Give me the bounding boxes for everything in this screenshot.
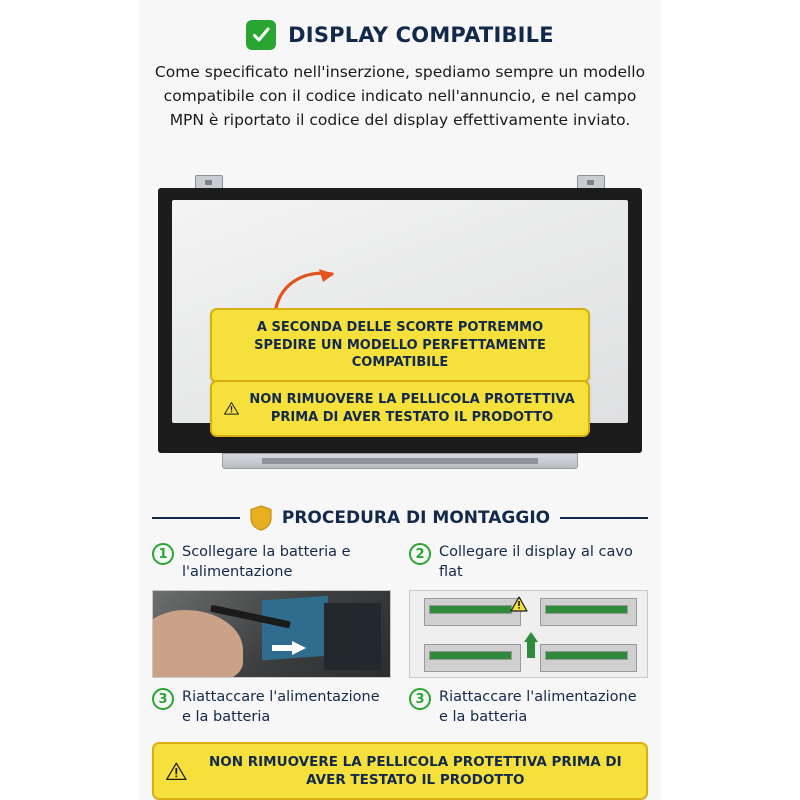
listing-sheet bbox=[139, 0, 661, 800]
step-item bbox=[152, 543, 391, 582]
display-panel-illustration bbox=[152, 172, 648, 482]
intro-paragraph: Come specificato nell'inserzione, spediamo sempre un modello compatibile con il codice indicato nell'annuncio, e nel campo MPN è riportato il codice del display effettivamente inviato. bbox=[154, 63, 646, 130]
flat-cable-bottom-left bbox=[429, 651, 512, 660]
step-text: Collegare il display al cavo flat bbox=[439, 544, 633, 580]
panel-frame bbox=[158, 188, 642, 453]
header bbox=[139, 20, 661, 50]
procedure-header bbox=[152, 505, 648, 531]
step-text: Riattaccare l'alimentazione e la batteria bbox=[439, 689, 637, 725]
callout-compatible-model: A SECONDA DELLE SCORTE POTREMMO SPEDIRE UN MODELLO PERFETTAMENTE COMPATIBILE bbox=[210, 308, 590, 383]
step-number-badge: 3 bbox=[409, 688, 431, 710]
step-item bbox=[409, 543, 648, 582]
arrow-up-icon bbox=[524, 632, 538, 658]
callout-protective-film bbox=[210, 380, 590, 437]
step-number-badge: 3 bbox=[152, 688, 174, 710]
bottom-warning-banner bbox=[152, 742, 648, 800]
battery-shape bbox=[324, 603, 381, 670]
warning-triangle-icon bbox=[166, 758, 187, 785]
step-number-badge: 2 bbox=[409, 543, 431, 565]
photo-connect-flat-cable bbox=[409, 590, 648, 678]
callout-protective-film-text: NON RIMUOVERE LA PELLICOLA PROTETTIVA PRIMA DI AVER TESTATO IL PRODOTTO bbox=[249, 392, 575, 425]
page-title: DISPLAY COMPATIBILE bbox=[288, 23, 554, 47]
hand-shape bbox=[152, 610, 243, 678]
flat-cable-bottom-right bbox=[545, 651, 628, 660]
photo-disconnect-battery bbox=[152, 590, 391, 678]
step-text: Scollegare la batteria e l'alimentazione bbox=[182, 544, 351, 580]
flat-cable-top-left bbox=[429, 605, 512, 614]
step-item bbox=[409, 688, 648, 727]
panel-screen bbox=[172, 200, 628, 423]
flat-cable-top-right bbox=[545, 605, 628, 614]
arrow-right-icon bbox=[272, 641, 306, 655]
step-number-badge: 1 bbox=[152, 543, 174, 565]
step-text: Riattaccare l'alimentazione e la batteria bbox=[182, 689, 380, 725]
divider-left bbox=[152, 517, 240, 519]
warning-triangle-icon bbox=[510, 596, 528, 612]
shield-icon bbox=[250, 505, 272, 531]
curved-arrow-icon bbox=[272, 266, 342, 310]
check-box-icon bbox=[246, 20, 276, 50]
procedure-title: PROCEDURA DI MONTAGGIO bbox=[281, 508, 551, 528]
step-column-right bbox=[409, 543, 648, 735]
step-item bbox=[152, 688, 391, 727]
procedure-steps bbox=[152, 543, 648, 735]
bottom-warning-text: NON RIMUOVERE LA PELLICOLA PROTETTIVA PRIMA DI AVER TESTATO IL PRODOTTO bbox=[208, 754, 622, 789]
step-column-left bbox=[152, 543, 391, 735]
warning-triangle-icon bbox=[224, 396, 239, 421]
divider-right bbox=[560, 517, 648, 519]
panel-bottom-strip bbox=[262, 458, 538, 464]
